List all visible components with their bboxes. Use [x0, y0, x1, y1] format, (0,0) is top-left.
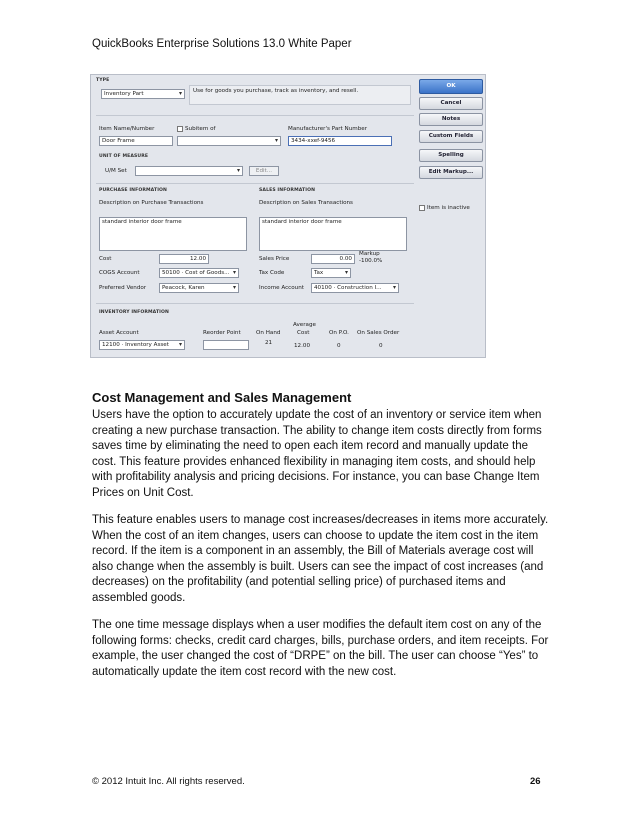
page-header: QuickBooks Enterprise Solutions 13.0 White Paper — [92, 38, 352, 50]
cost-input[interactable]: 12.00 — [159, 254, 209, 264]
sales-price-label: Sales Price — [259, 256, 290, 262]
cancel-button[interactable]: Cancel — [419, 97, 483, 110]
paragraph-2: This feature enables users to manage cost increases/decreases in items more accurately. When the cost of an item changes, users can choose to update the item cost in the item record. If the item is a component in an assembly, the Bill of Materials average cost will also change when the assembly is built. Users can see the impact of cost increases (and decreases) on the profitability (and potential selling price) of purchased items and assembled goods. — [92, 514, 549, 604]
tax-code-select[interactable]: Tax ▾ — [311, 268, 351, 278]
income-account-label: Income Account — [259, 285, 304, 291]
article — [92, 390, 552, 692]
on-sales-order-label: On Sales Order — [357, 330, 400, 336]
item-inactive-label: Item is inactive — [427, 205, 470, 211]
sales-desc-input[interactable]: standard interior door frame — [259, 217, 407, 251]
income-account-select[interactable]: 40100 · Construction I... ▾ — [311, 283, 399, 293]
custom-fields-button[interactable]: Custom Fields — [419, 130, 483, 143]
on-po-value: 0 — [337, 343, 341, 349]
on-sales-order-value: 0 — [379, 343, 383, 349]
subitem-label: Subitem of — [185, 126, 216, 132]
item-name-label: Item Name/Number — [99, 126, 155, 132]
type-section-label: TYPE — [96, 78, 110, 83]
item-name-input[interactable]: Door Frame — [99, 136, 173, 146]
vendor-label: Preferred Vendor — [99, 285, 147, 291]
on-po-label: On P.O. — [329, 330, 349, 336]
spelling-button[interactable]: Spelling — [419, 149, 483, 162]
paragraph-3: The one time message displays when a user modifies the default item cost on any of the following forms: checks, credit card charges, bills, purchase orders, and item receipts. For example, the user changed the cost of “DRPE” on the bill. The user can choose “Yes” to automatically update the item cost record with the new cost. — [92, 619, 549, 678]
average-cost-value: 12.00 — [294, 343, 311, 349]
divider — [96, 115, 414, 116]
mfr-part-label: Manufacturer's Part Number — [288, 126, 367, 132]
markup-label: Markup — [359, 251, 380, 257]
average-cost-label-line1: Average — [293, 322, 316, 328]
new-item-dialog-screenshot — [90, 74, 486, 358]
sales-price-input[interactable]: 0.00 — [311, 254, 355, 264]
ok-button[interactable]: OK — [419, 79, 483, 94]
cost-label: Cost — [99, 256, 112, 262]
uom-section-label: UNIT OF MEASURE — [99, 154, 149, 159]
on-hand-value: 21 — [265, 340, 273, 346]
subitem-checkbox[interactable] — [177, 126, 183, 132]
type-select[interactable]: Inventory Part ▾ — [101, 89, 185, 99]
purchase-desc-input[interactable]: standard interior door frame — [99, 217, 247, 251]
purchase-section-label: PURCHASE INFORMATION — [99, 188, 167, 193]
asset-account-select[interactable]: 12100 · Inventory Asset ▾ — [99, 340, 185, 350]
mfr-part-input[interactable]: 3434-xxef-9456 — [288, 136, 392, 146]
edit-markup-button[interactable]: Edit Markup... — [419, 166, 483, 179]
divider — [96, 303, 414, 304]
inventory-section-label: INVENTORY INFORMATION — [99, 310, 169, 315]
reorder-point-label: Reorder Point — [203, 330, 241, 336]
uom-set-label: U/M Set — [105, 168, 127, 174]
cogs-label: COGS Account — [99, 270, 140, 276]
average-cost-label-line2: Cost — [297, 330, 310, 336]
type-description: Use for goods you purchase, track as inventory, and resell. — [193, 88, 359, 94]
sales-section-label: SALES INFORMATION — [259, 188, 316, 193]
footer-copyright: © 2012 Intuit Inc. All rights reserved. — [92, 776, 245, 787]
vendor-select[interactable]: Peacock, Karen ▾ — [159, 283, 239, 293]
asset-account-label: Asset Account — [99, 330, 139, 336]
uom-edit-button[interactable]: Edit... — [249, 166, 279, 176]
item-inactive-checkbox[interactable] — [419, 205, 425, 211]
footer-page-number: 26 — [530, 776, 541, 787]
notes-button[interactable]: Notes — [419, 113, 483, 126]
cogs-select[interactable]: 50100 · Cost of Goods... ▾ — [159, 268, 239, 278]
markup-value: -100.0% — [359, 258, 383, 264]
section-heading: Cost Management and Sales Management — [92, 390, 352, 405]
sales-desc-label: Description on Sales Transactions — [259, 200, 353, 206]
reorder-point-input[interactable] — [203, 340, 249, 350]
uom-set-select[interactable] — [135, 166, 243, 176]
on-hand-label: On Hand — [256, 330, 281, 336]
divider — [96, 183, 414, 184]
paragraph-1: Users have the option to accurately update the cost of an inventory or service item when creating a new purchase transaction. The ability to change item costs directly from forms saves time by eliminating the need to open each item record and manually update the cost. This feature provides enhanced flexibility in managing item costs, and should help with profitability analysis and pricing decisions. For instance, you can base Change Item Prices on Unit Cost. — [92, 409, 542, 499]
subitem-select[interactable] — [177, 136, 281, 146]
purchase-desc-label: Description on Purchase Transactions — [99, 200, 204, 206]
tax-code-label: Tax Code — [259, 270, 285, 276]
